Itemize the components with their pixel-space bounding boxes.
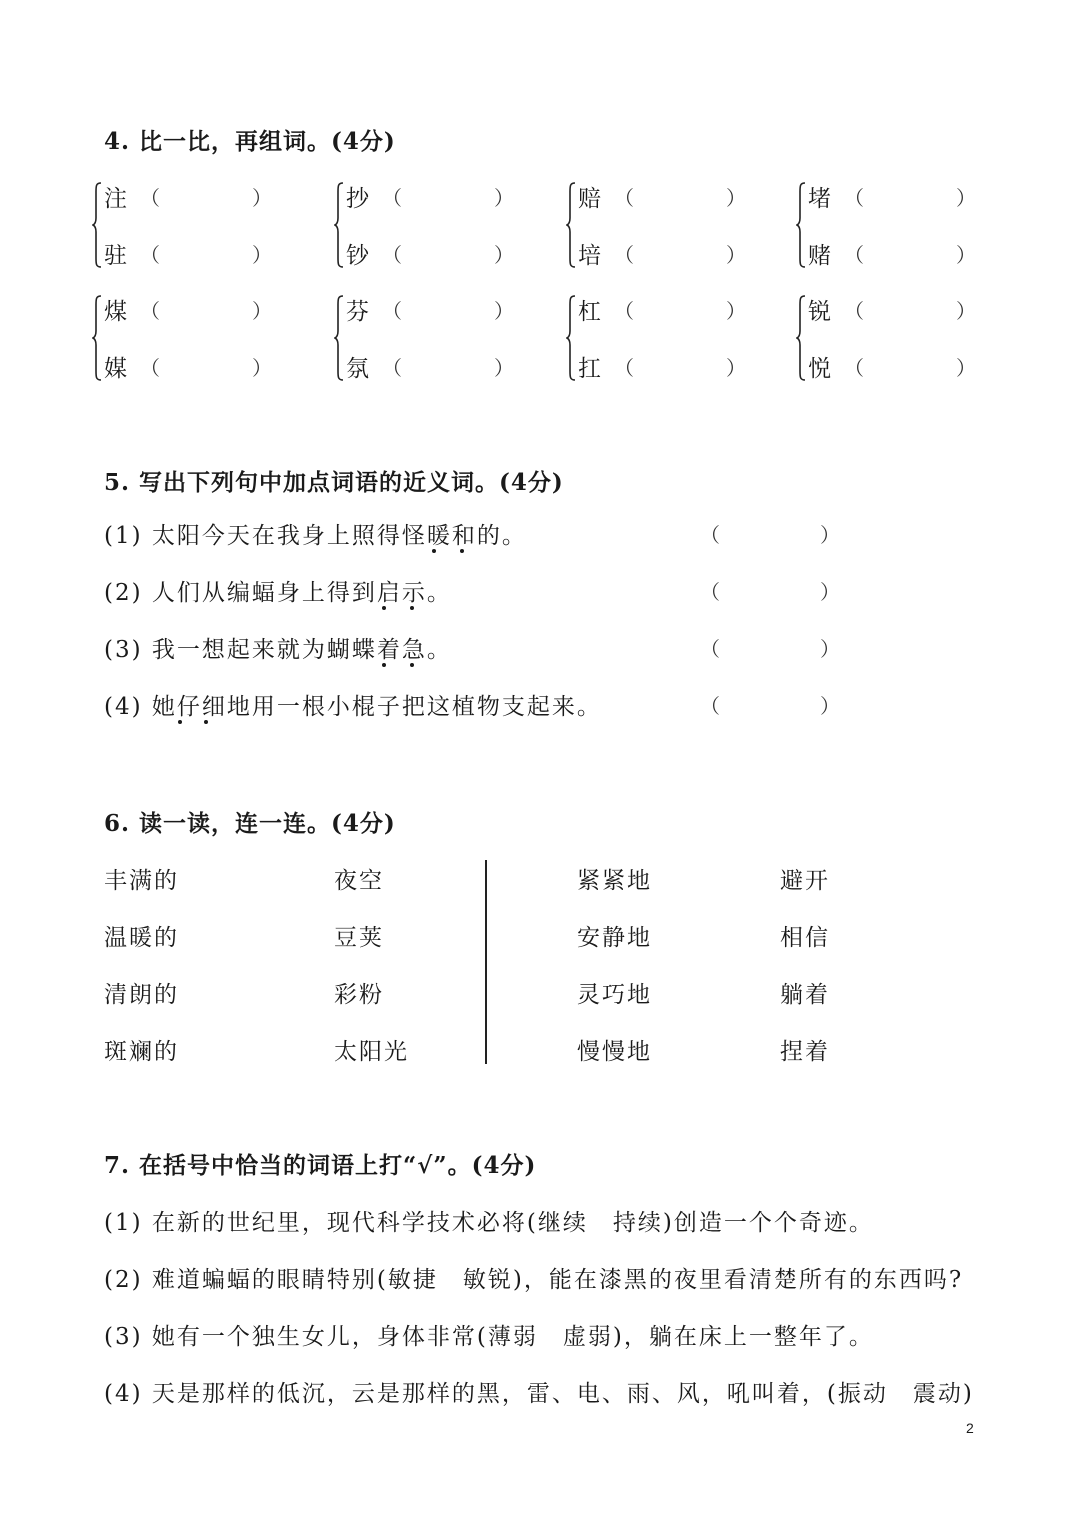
q5-item-2: (2) 人们从编蝠身上得到启示。 [104,580,452,606]
q6-left-adj-word[interactable]: 清朗的 [104,982,179,1008]
open-paren: （ [140,243,160,267]
brace-icon [796,295,806,381]
brace-icon [334,182,344,268]
close-paren: ） [726,243,746,267]
emphasis-dot [382,606,386,610]
close-paren: ） [726,356,746,380]
q4-char-bottom: 驻 [104,243,129,269]
q6-left-noun-word[interactable]: 豆荚 [334,925,384,951]
close-paren: ） [252,186,272,210]
q7-item-2: (2) 难道蝙蝠的眼睛特别(敏捷 敏锐)，能在漆黑的夜里看清楚所有的东西吗? [104,1267,964,1293]
close-paren: ） [726,186,746,210]
q6-title: 6. 读一读，连一连。(4分) [104,810,396,837]
brace-icon [334,295,344,381]
close-paren: ） [956,356,976,380]
brace-icon [796,182,806,268]
q4-char-bottom: 赌 [808,243,833,269]
q4-char-top: 堵 [808,186,833,212]
close-paren: ） [252,299,272,323]
q4-char-top: 杠 [578,299,603,325]
q7-item-1: (1) 在新的世纪里，现代科学技术必将(继续 持续)创造一个个奇迹。 [104,1210,874,1236]
q4-char-top: 锐 [808,299,833,325]
q4-title: 4. 比一比，再组词。(4分) [104,128,396,155]
q6-right-adv-word[interactable]: 紧紧地 [577,868,652,894]
q4-char-top: 注 [104,186,129,212]
q6-left-noun-word[interactable]: 彩粉 [334,982,384,1008]
q4-char-bottom: 钞 [346,243,371,269]
open-paren: （ [614,186,634,210]
q5-answer-blank-2[interactable]: （ ） [700,580,840,604]
q7-item-4: (4) 天是那样的低沉，云是那样的黑，雷、电、雨、风，吼叫着，(振动 震动) [104,1381,974,1407]
open-paren: （ [844,243,864,267]
open-paren: （ [382,356,402,380]
open-paren: （ [382,243,402,267]
emphasis-dot [410,606,414,610]
emphasis-dot [204,720,208,724]
q6-right-verb-word[interactable]: 避开 [780,868,830,894]
q6-left-adj-word[interactable]: 斑斓的 [104,1039,179,1065]
divider-line [485,860,487,1064]
open-paren: （ [382,186,402,210]
q6-left-adj-word[interactable]: 温暖的 [104,925,179,951]
open-paren: （ [382,299,402,323]
q4-char-bottom: 悦 [808,356,833,382]
q7-title: 7. 在括号中恰当的词语上打“√”。(4分) [104,1152,537,1179]
open-paren: （ [140,356,160,380]
q5-answer-blank-3[interactable]: （ ） [700,637,840,661]
page-number: 2 [966,1420,974,1436]
close-paren: ） [494,356,514,380]
q5-answer-blank-1[interactable]: （ ） [700,523,840,547]
q6-right-verb-word[interactable]: 相信 [780,925,830,951]
q5-item-1: (1) 太阳今天在我身上照得怪暖和的。 [104,523,527,549]
q6-left-noun-word[interactable]: 太阳光 [334,1039,409,1065]
open-paren: （ [844,356,864,380]
q6-left-noun-word[interactable]: 夜空 [334,868,384,894]
open-paren: （ [614,243,634,267]
brace-icon [566,182,576,268]
open-paren: （ [844,186,864,210]
close-paren: ） [252,243,272,267]
q4-char-bottom: 媒 [104,356,129,382]
q7-item-3: (3) 她有一个独生女儿，身体非常(薄弱 虚弱)，躺在床上一整年了。 [104,1324,874,1350]
q4-char-top: 抄 [346,186,371,212]
close-paren: ） [252,356,272,380]
brace-icon [92,182,102,268]
close-paren: ） [956,299,976,323]
emphasis-dot [410,663,414,667]
q5-title: 5. 写出下列句中加点词语的近义词。(4分) [104,469,564,496]
q6-right-adv-word[interactable]: 灵巧地 [577,982,652,1008]
open-paren: （ [140,186,160,210]
close-paren: ） [494,186,514,210]
q4-char-bottom: 扛 [578,356,603,382]
emphasis-dot [460,549,464,553]
q6-right-verb-word[interactable]: 躺着 [780,982,830,1008]
open-paren: （ [614,299,634,323]
q4-char-bottom: 培 [578,243,603,269]
q6-right-adv-word[interactable]: 安静地 [577,925,652,951]
q6-left-adj-word[interactable]: 丰满的 [104,868,179,894]
close-paren: ） [956,186,976,210]
close-paren: ） [494,299,514,323]
close-paren: ） [494,243,514,267]
q4-char-top: 芬 [346,299,371,325]
q5-item-3: (3) 我一想起来就为蝴蝶着急。 [104,637,452,663]
q5-item-4: (4) 她仔细地用一根小棍子把这植物支起来。 [104,694,602,720]
emphasis-dot [178,720,182,724]
q6-right-adv-word[interactable]: 慢慢地 [577,1039,652,1065]
close-paren: ） [956,243,976,267]
q4-char-bottom: 氛 [346,356,371,382]
open-paren: （ [844,299,864,323]
open-paren: （ [140,299,160,323]
q5-answer-blank-4[interactable]: （ ） [700,694,840,718]
close-paren: ） [726,299,746,323]
emphasis-dot [382,663,386,667]
q4-char-top: 赔 [578,186,603,212]
emphasis-dot [432,549,436,553]
brace-icon [92,295,102,381]
q6-right-verb-word[interactable]: 捏着 [780,1039,830,1065]
open-paren: （ [614,356,634,380]
q4-char-top: 煤 [104,299,129,325]
brace-icon [566,295,576,381]
